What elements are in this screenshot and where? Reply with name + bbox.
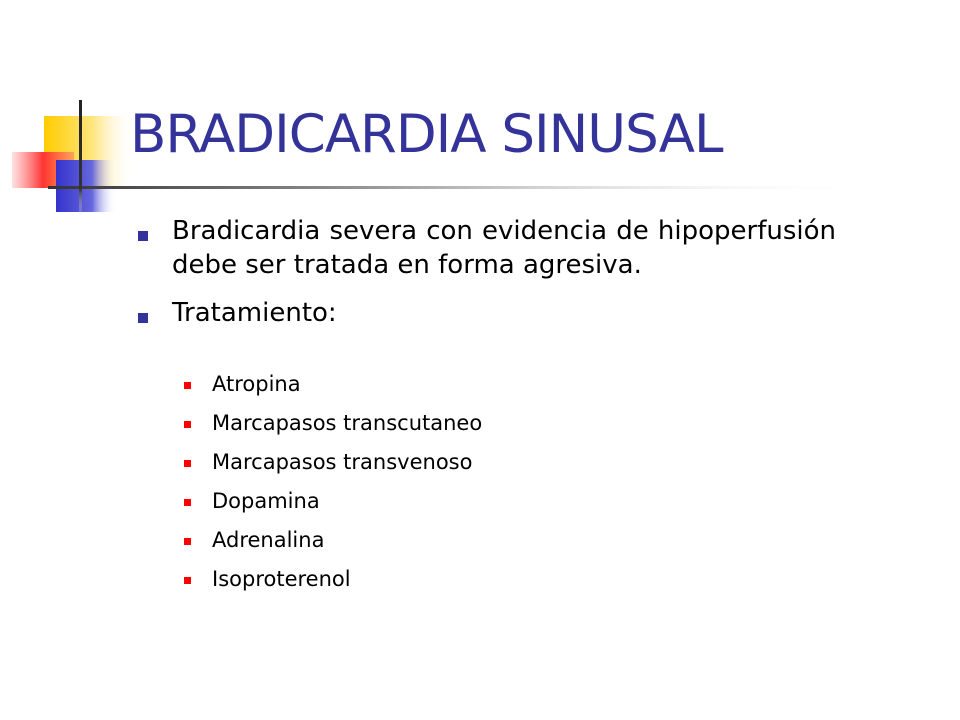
sub-bullet-text: Dopamina <box>212 489 320 513</box>
small-square-bullet-icon <box>184 577 191 584</box>
bullet-list <box>136 214 836 344</box>
sub-bullet-item <box>176 370 482 398</box>
treatment-sublist <box>176 370 482 604</box>
square-bullet-icon <box>138 313 148 323</box>
small-square-bullet-icon <box>184 460 191 467</box>
bullet-text: Bradicardia severa con evidencia de hipoperfusión debe ser tratada en forma agresiva. <box>172 216 836 280</box>
small-square-bullet-icon <box>184 499 191 506</box>
sub-bullet-item <box>176 487 482 515</box>
sub-bullet-text: Marcapasos transvenoso <box>212 450 473 474</box>
vertical-rule <box>79 100 82 218</box>
bullet-item <box>136 296 836 330</box>
sub-bullet-text: Isoproterenol <box>212 567 351 591</box>
slide-title: BRADICARDIA SINUSAL <box>130 104 723 165</box>
sub-bullet-item <box>176 448 482 476</box>
sub-bullet-text: Marcapasos transcutaneo <box>212 411 483 435</box>
sub-bullet-item <box>176 565 482 593</box>
sub-bullet-text: Atropina <box>212 372 301 396</box>
small-square-bullet-icon <box>184 382 191 389</box>
sub-bullet-text: Adrenalina <box>212 528 325 552</box>
sub-bullet-item <box>176 526 482 554</box>
horizontal-rule <box>48 186 868 189</box>
small-square-bullet-icon <box>184 538 191 545</box>
bullet-item <box>136 214 836 282</box>
sub-bullet-item <box>176 409 482 437</box>
small-square-bullet-icon <box>184 421 191 428</box>
square-bullet-icon <box>138 231 148 241</box>
bullet-text: Tratamiento: <box>172 298 337 328</box>
